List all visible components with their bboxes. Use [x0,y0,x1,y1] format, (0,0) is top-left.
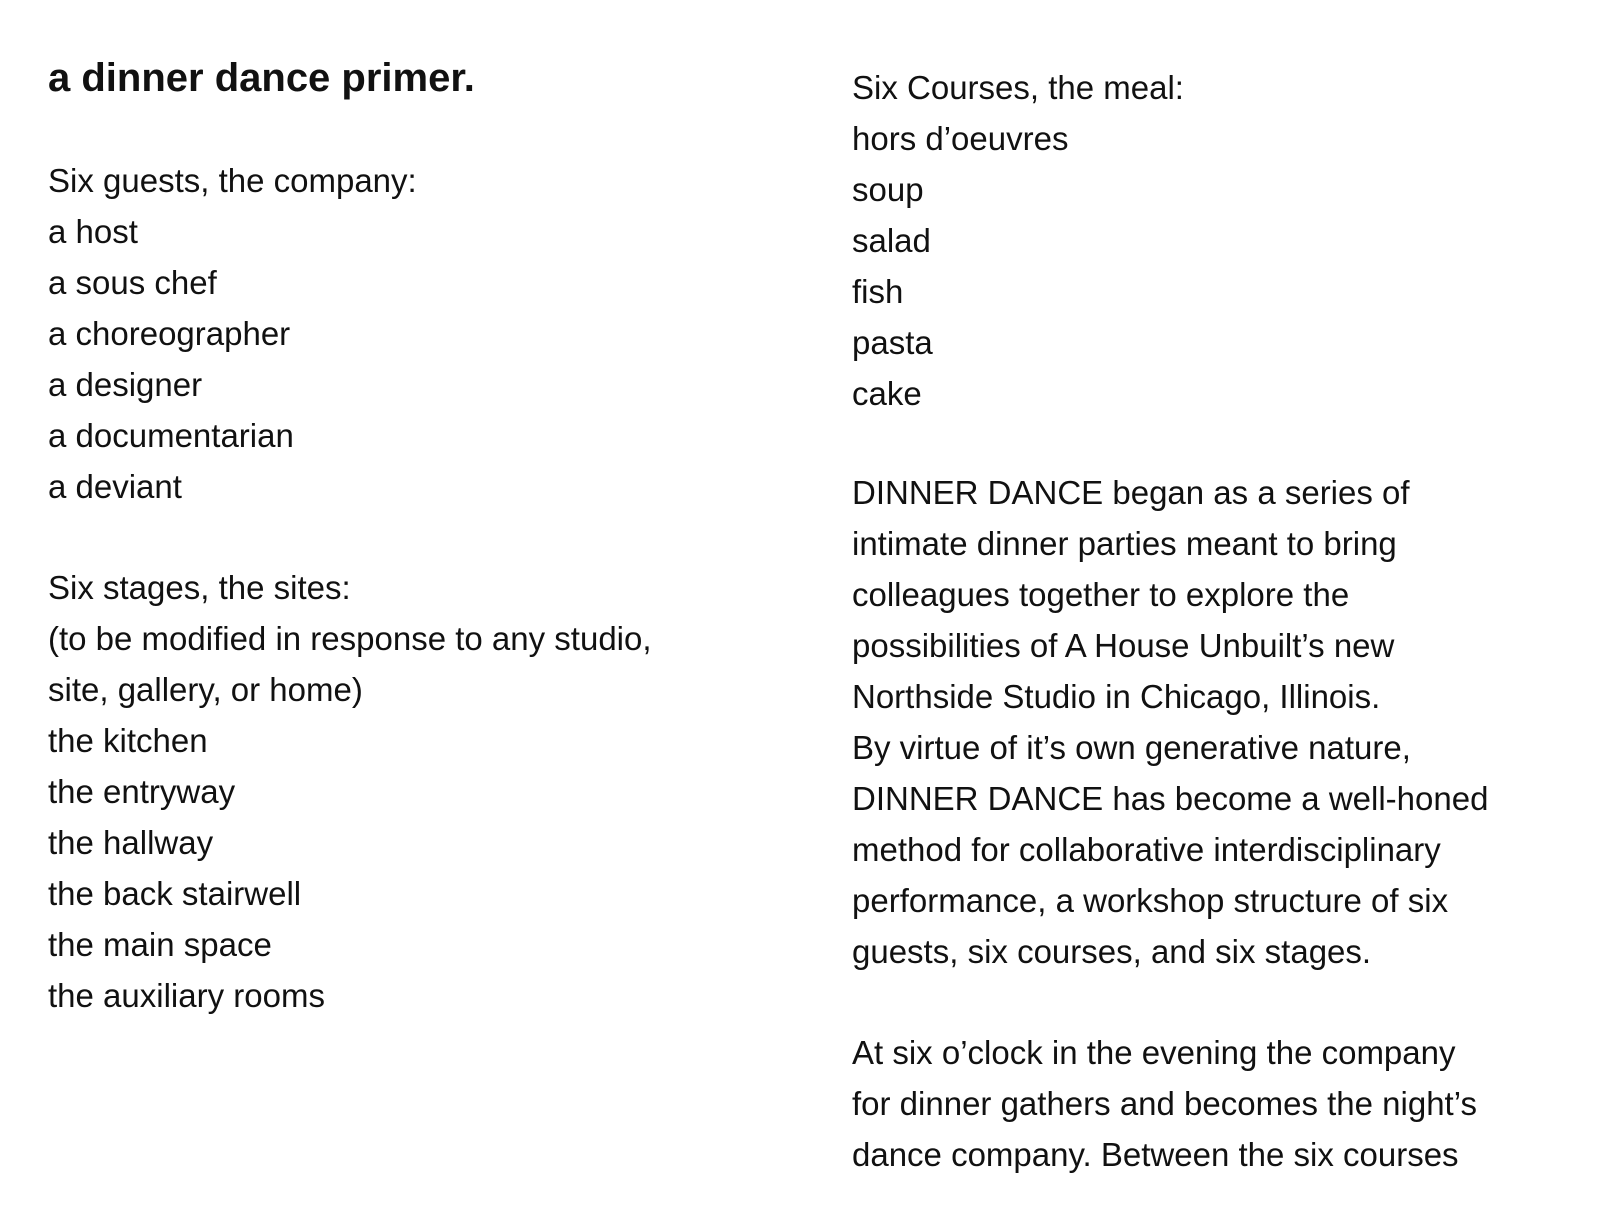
stages-note-line: (to be modified in response to any studio, [48,620,652,657]
paragraph-line: colleagues together to explore the [852,576,1350,613]
guests-section [48,155,417,512]
paragraph-line: performance, a workshop structure of six [852,882,1449,919]
guest-item: a documentarian [48,417,294,454]
paragraph-line: By virtue of it’s own generative nature, [852,729,1411,766]
stage-item: the kitchen [48,722,208,759]
paragraph-line: DINNER DANCE began as a series of [852,474,1410,511]
course-item: fish [852,273,904,310]
guest-item: a deviant [48,468,182,505]
guest-item: a sous chef [48,264,217,301]
paragraph-line: for dinner gathers and becomes the night’s [852,1085,1477,1122]
courses-section [852,62,1184,419]
paragraph-line: Northside Studio in Chicago, Illinois. [852,678,1381,715]
paragraph-line: dance company. Between the six courses [852,1136,1459,1173]
evening-paragraph [852,1027,1477,1180]
stage-item: the hallway [48,824,214,861]
course-item: soup [852,171,924,208]
intro-paragraph [852,467,1488,977]
stage-item: the auxiliary rooms [48,977,325,1014]
course-item: cake [852,375,922,412]
guest-item: a host [48,213,138,250]
paragraph-line: method for collaborative interdisciplinary [852,831,1441,868]
guest-item: a choreographer [48,315,291,352]
stage-item: the entryway [48,773,236,810]
stages-heading: Six stages, the sites: [48,569,351,606]
stage-item: the back stairwell [48,875,302,912]
paragraph-line: possibilities of A House Unbuilt’s new [852,627,1395,664]
paragraph-line: guests, six courses, and six stages. [852,933,1372,970]
stages-section [48,562,652,1021]
guests-heading: Six guests, the company: [48,162,417,199]
stage-item: the main space [48,926,272,963]
course-item: hors d’oeuvres [852,120,1069,157]
courses-heading: Six Courses, the meal: [852,69,1184,106]
page-title: a dinner dance primer. [48,56,475,100]
paragraph-line: DINNER DANCE has become a well-honed [852,780,1489,817]
paragraph-line: intimate dinner parties meant to bring [852,525,1397,562]
guest-item: a designer [48,366,203,403]
paragraph-line: At six o’clock in the evening the company [852,1034,1456,1071]
course-item: pasta [852,324,933,361]
course-item: salad [852,222,931,259]
stages-note-line: site, gallery, or home) [48,671,363,708]
